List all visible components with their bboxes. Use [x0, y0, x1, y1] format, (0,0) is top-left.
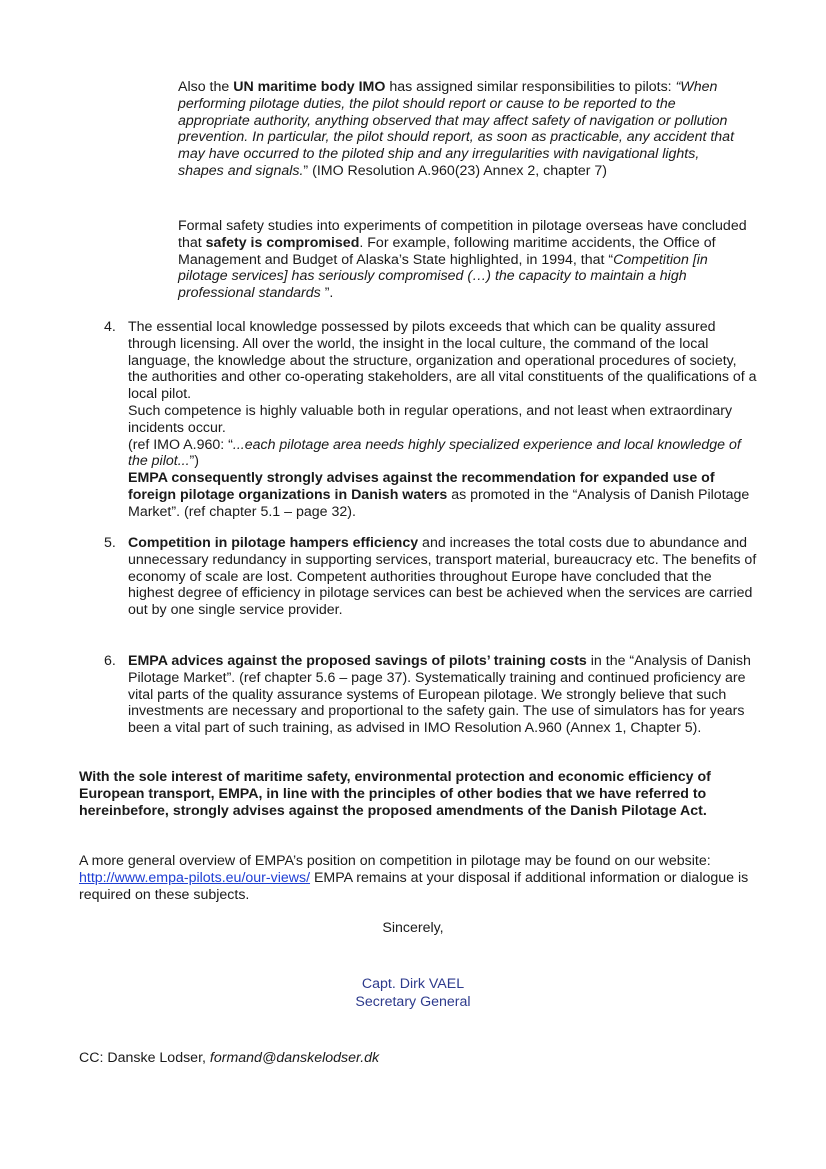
- item-6: EMPA advices against the proposed savings of pilots’ training costs in the “Analysis of Danish Pilotage Market”. (ref chapter 5.6 – page 37). Systematically training and continued proficiency are vital parts of the quality assurance systems of European pilotage. We strongly believe that such investments are necessary and proportional to the safety gain. The use of simulators has for years been a vital part of such training, as advised in IMO Resolution A.960 (Annex 1, Chapter 5).: [128, 653, 751, 737]
- item-6-number: 6.: [104, 653, 116, 669]
- cc-email: formand@danskelodser.dk: [209, 1050, 380, 1066]
- item-5: Competition in pilotage hampers efficiency and increases the total costs due to abundance and unnecessary redundancy in supporting services, transport material, bureaucracy etc. The benefits of economy of scale are lost. Competent authorities throughout Europe have concluded that the highest degree of efficiency in pilotage services can best be achieved when the services are carried out by one single service provider.: [128, 535, 757, 619]
- safety-paragraph: Formal safety studies into experiments of competition in pilotage overseas have concluded that safety is compromised. For example, following maritime accidents, the Office of Management and Budget of Alaska’s State highlighted, in 1994, that “Competition [in pilotage services] has seriously compromised (…) the capacity to maintain a high professional standards ”.: [178, 218, 747, 302]
- imo-bold: UN maritime body IMO: [233, 79, 386, 95]
- item-5-number: 5.: [104, 535, 116, 551]
- imo-quote: “When performing pilotage duties, the pilot should report or cause to be reported to the appropriate authority, anything observed that may affect safety of navigation or pollution prevention. In particular, the pilot should report, as soon as practicable, any accident that may have occurred to the piloted ship and any irregularities with navigational lights, shapes and signals.: [178, 79, 735, 179]
- overview-paragraph: A more general overview of EMPA’s position on competition in pilotage may be found on our website: http://www.empa-pilots.eu/our-views/ EMPA remains at your disposal if additional information or dialogue is required on these subjects.: [79, 853, 749, 903]
- safety-bold: safety is compromised: [205, 234, 360, 251]
- item-4-recommendation: EMPA consequently strongly advises against the recommendation for expanded use of foreign pilotage organizations in Danish waters as promoted in the “Analysis of Danish Pilotage Market”. (ref chapter 5.1 – page 32).: [128, 470, 750, 520]
- item-4: [128, 319, 758, 521]
- signatory-name: Capt. Dirk VAEL: [361, 976, 465, 992]
- signatory-title: Secretary General: [355, 994, 471, 1010]
- conclusion-paragraph: With the sole interest of maritime safety, environmental protection and economic efficiency of European transport, EMPA, in line with the principles of other bodies that we have referred to hereinbefore, strongly advises against the proposed amendments of the Danish Pilotage Act.: [79, 769, 711, 819]
- item-4-ref: (ref IMO A.960: “...each pilotage area needs highly specialized experience and local knowledge of the pilot...”): [128, 436, 741, 470]
- cc-line: CC: Danske Lodser, formand@danskelodser.dk: [79, 1050, 380, 1066]
- item-4-text: The essential local knowledge possessed by pilots exceeds that which can be quality assured through licensing. All over the world, the insight in the local culture, the command of the local language, the knowledge about the structure, organization and operational procedures of society, the authorities and other co-operating stakeholders, are all vital constituents of the qualifications of a local pilot.: [128, 319, 757, 403]
- item-4-competence: Such competence is highly valuable both in regular operations, and not least when extraordinary incidents occur.: [128, 402, 733, 436]
- imo-paragraph: Also the UN maritime body IMO has assigned similar responsibilities to pilots: “When performing pilotage duties, the pilot should report or cause to be reported to the appropriate authority, anything observed that may affect safety of navigation or pollution prevention. In particular, the pilot should report, as soon as practicable, any accident that may have occurred to the piloted ship and any irregularities with navigational lights, shapes and signals.” (IMO Resolution A.960(23) Annex 2, chapter 7): [178, 79, 735, 179]
- item-4-number: 4.: [104, 319, 116, 335]
- closing: Sincerely,: [382, 920, 444, 936]
- alaska-quote: Competition [in pilotage services] has seriously compromised (…) the capacity to maintain a high professional standards: [178, 251, 708, 302]
- empa-website-link[interactable]: http://www.empa-pilots.eu/our-views/: [79, 869, 311, 886]
